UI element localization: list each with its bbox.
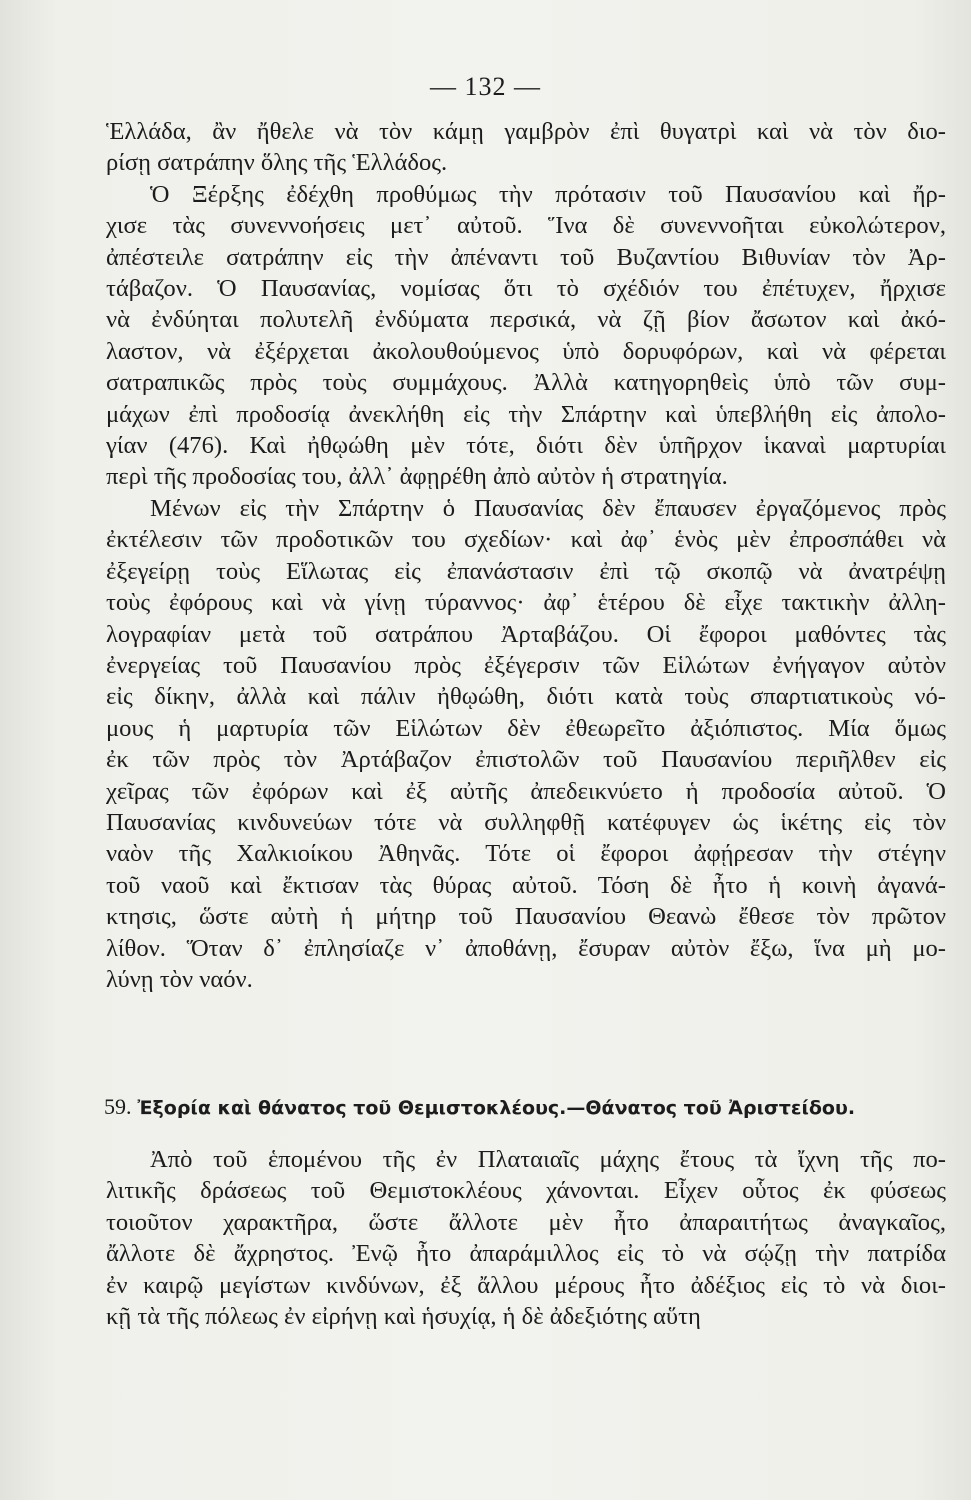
text-line: κῇ τὰ τῆς πόλεως ἐν εἰρήνῃ καὶ ἡσυχίᾳ, ἡ δὲ ἀδεξιότης αὕτη [106, 1303, 701, 1331]
section-number: 59. [104, 1094, 132, 1119]
text-line: ρίσῃ σατράπην ὅλης τῆς Ἑλλάδος. [106, 149, 448, 177]
text-line: ἐκτέλεσιν τῶν προδοτικῶν του σχεδίων· καὶ ἀφ᾽ ἑνὸς μὲν ἐπροσπάθει νὰ [106, 526, 946, 554]
text-line: χεῖρας τῶν ἐφόρων καὶ ἐξ αὐτῆς ἀπεδεικνύετο ἡ προδοσία αὐτοῦ. Ὁ [106, 777, 946, 805]
text-line: τάβαζον. Ὁ Παυσανίας, νομίσας ὅτι τὸ σχέδιόν του ἐπέτυχεν, ἤρχισε [106, 275, 946, 303]
text-line: τοὺς ἐφόρους καὶ νὰ γίνῃ τύραννος· ἀφ᾽ ἑτέρου δὲ εἶχε τακτικὴν ἀλλη- [106, 589, 946, 617]
text-line: νὰ ἐνδύηται πολυτελῆ ἐνδύματα περσικά, νὰ ζῇ βίον ἄσωτον καὶ ἀκό- [106, 306, 946, 334]
page-number: — 132 — [430, 72, 541, 101]
text-line: ἀπέστειλε σατράπην εἰς τὴν ἀπέναντι τοῦ Βυζαντίου Βιθυνίαν τὸν Ἀρ- [106, 243, 946, 271]
text-line: σατραπικῶς πρὸς τοὺς συμμάχους. Ἀλλὰ κατηγορηθεὶς ὑπὸ τῶν συμ- [106, 369, 946, 397]
section-title: Ἐξορία καὶ θάνατος τοῦ Θεμιστοκλέους.—Θάνατος τοῦ Ἀριστείδου. [137, 1097, 856, 1119]
text-line: λογραφίαν μετὰ τοῦ σατράπου Ἀρταβάζου. Οἱ ἔφοροι μαθόντες τὰς [106, 620, 946, 648]
text-line: ἐν καιρῷ μεγίστων κινδύνων, ἐξ ἄλλου μέρους ἦτο ἀδέξιος εἰς τὸ νὰ διοι- [106, 1271, 946, 1299]
text-line: λύνῃ τὸν ναόν. [106, 965, 253, 993]
text-line: Ὁ Ξέρξης ἐδέχθη προθύμως τὴν πρότασιν τοῦ Παυσανίου καὶ ἤρ- [150, 180, 946, 208]
text-line: τοιοῦτον χαρακτῆρα, ὥστε ἄλλοτε μὲν ἦτο ἀπαραιτήτως ἀναγκαῖος, [106, 1208, 946, 1236]
text-line: ἐκ τῶν πρὸς τὸν Ἀρτάβαζον ἐπιστολῶν τοῦ Παυσανίου περιῆλθεν εἰς [106, 746, 946, 774]
text-line: Ἑλλάδα, ἂν ἤθελε νὰ τὸν κάμῃ γαμβρὸν ἐπὶ θυγατρὶ καὶ νὰ τὸν διο- [106, 118, 946, 145]
text-line: περὶ τῆς προδοσίας του, ἀλλ᾽ ἀφῃρέθη ἀπὸ αὐτὸν ἡ στρατηγία. [106, 463, 728, 491]
text-line: Παυσανίας κινδυνεύων τότε νὰ συλληφθῇ κατέφυγεν ὡς ἱκέτης εἰς τὸν [106, 808, 946, 836]
text-line: ναὸν τῆς Χαλκιοίκου Ἀθηνᾶς. Τότε οἱ ἔφοροι ἀφῄρεσαν τὴν στέγην [106, 840, 946, 868]
text-line: γίαν (476). Καὶ ἠθῳώθη μὲν τότε, διότι δὲν ὑπῆρχον ἱκαναὶ μαρτυρίαι [106, 432, 946, 460]
text-line: Μένων εἰς τὴν Σπάρτην ὁ Παυσανίας δὲν ἔπαυσεν ἐργαζόμενος πρὸς [150, 494, 946, 522]
text-line: ἄλλοτε δὲ ἄχρηστος. Ἐνῷ ἦτο ἀπαράμιλλος εἰς τὸ νὰ σῴζῃ τὴν πατρίδα [106, 1240, 946, 1268]
text-line: λαστον, νὰ ἐξέρχεται ἀκολουθούμενος ὑπὸ δορυφόρων, καὶ νὰ φέρεται [106, 337, 946, 365]
text-line: ἐξεγείρῃ τοὺς Εἵλωτας εἰς ἐπανάστασιν ἐπὶ τῷ σκοπῷ νὰ ἀνατρέψῃ [106, 557, 946, 585]
text-line: ἐνεργείας τοῦ Παυσανίου πρὸς ἐξέγερσιν τῶν Εἱλώτων ἐνήγαγον αὐτὸν [106, 651, 946, 679]
text-line: εἰς δίκην, ἀλλὰ καὶ πάλιν ἠθῳώθη, διότι κατὰ τοὺς σπαρτιατικοὺς νό- [106, 683, 946, 711]
text-line: λιτικῆς δράσεως τοῦ Θεμιστοκλέους χάνονται. Εἶχεν οὗτος ἐκ φύσεως [106, 1177, 946, 1205]
text-block-top [106, 116, 946, 995]
text-line: μάχων ἐπὶ προδοσίᾳ ἀνεκλήθη εἰς τὴν Σπάρτην καὶ ὑπεβλήθη εἰς ἀπολο- [106, 400, 946, 428]
text-line: χισε τὰς συνεννοήσεις μετ᾽ αὐτοῦ. Ἵνα δὲ συνεννοῆται εὐκολώτερον, [106, 212, 946, 240]
text-block-bottom [106, 1144, 946, 1332]
text-line: λίθον. Ὅταν δ᾽ ἐπλησίαζε ν᾽ ἀποθάνῃ, ἔσυραν αὐτὸν ἔξω, ἵνα μὴ μο- [106, 934, 946, 962]
text-line: μους ἡ μαρτυρία τῶν Εἱλώτων δὲν ἐθεωρεῖτο ἀξιόπιστος. Μία ὅμως [106, 714, 946, 742]
text-line: κτησις, ὥστε αὐτὴ ἡ μήτηρ τοῦ Παυσανίου Θεανὼ ἔθεσε τὸν πρῶτον [106, 903, 946, 931]
section-heading [104, 1092, 924, 1123]
text-line: Ἀπὸ τοῦ ἑπομένου τῆς ἐν Πλαταιαῖς μάχης ἔτους τὰ ἴχνη τῆς πο- [150, 1146, 946, 1173]
text-line: τοῦ ναοῦ καὶ ἔκτισαν τὰς θύρας αὐτοῦ. Τόση δὲ ἦτο ἡ κοινὴ ἀγανά- [106, 871, 946, 899]
